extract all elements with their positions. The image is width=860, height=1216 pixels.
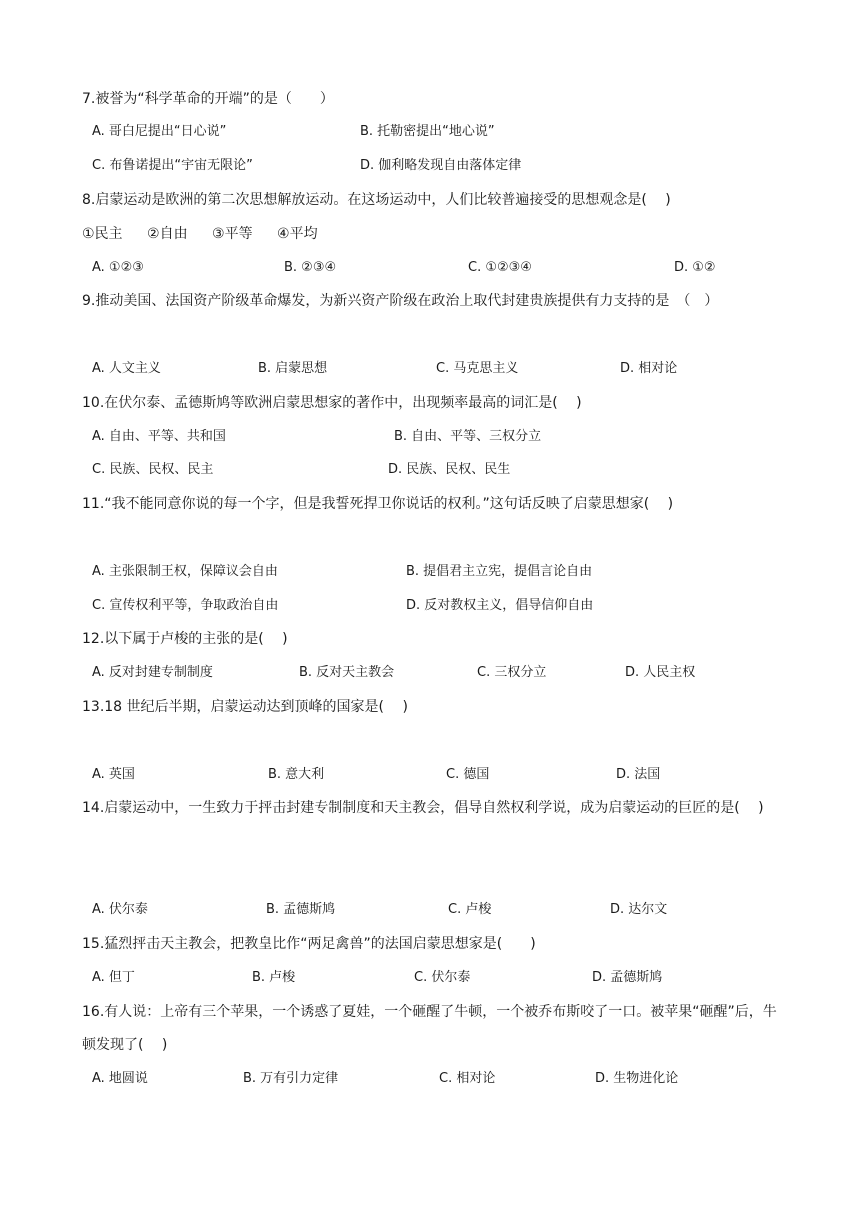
option-b[interactable]: B. 启蒙思想 (258, 361, 328, 376)
option-b[interactable]: B. ②③④ (284, 260, 337, 275)
option-d[interactable]: D. 生物进化论 (595, 1071, 679, 1086)
option-c[interactable]: C. 民族、民权、民主 (92, 462, 214, 477)
item-2: ②自由 (147, 226, 188, 242)
question-9-stem: 9.推动美国、法国资产阶级革命爆发，为新兴资产阶级在政治上取代封建贵族提供有力支持的是 （ ） (82, 293, 719, 309)
option-c[interactable]: C. 相对论 (439, 1071, 496, 1086)
question-11-stem: 11.“我不能同意你说的每一个字，但是我誓死捍卫你说话的权利。”这句话反映了启蒙思想家( ) (82, 496, 674, 512)
item-1: ①民主 (82, 226, 123, 242)
option-d[interactable]: D. 伽利略发现自由落体定律 (360, 158, 522, 173)
question-16-stem: 16.有人说：上帝有三个苹果，一个诱惑了夏娃，一个砸醒了牛顿，一个被乔布斯咬了一口。被苹果“砸醒”后，牛顿发现了( ) (82, 1004, 777, 1053)
question-8-stem: 8.启蒙运动是欧洲的第二次思想解放运动。在这场运动中，人们比较普遍接受的思想观念是( ) (82, 192, 671, 208)
item-3: ③平等 (212, 226, 253, 242)
option-c[interactable]: C. 伏尔泰 (414, 970, 471, 985)
option-c[interactable]: C. 布鲁诺提出“宇宙无限论” (92, 158, 253, 173)
option-a[interactable]: A. 伏尔泰 (92, 902, 148, 917)
question-11-options-row2 (0, 596, 860, 616)
option-c[interactable]: C. 卢梭 (448, 902, 492, 917)
question-10-stem: 10.在伏尔泰、孟德斯鸠等欧洲启蒙思想家的著作中，出现频率最高的词汇是( ) (82, 395, 582, 411)
question-16-options (0, 1069, 860, 1089)
option-b[interactable]: B. 提倡君主立宪，提倡言论自由 (406, 564, 593, 579)
option-b[interactable]: B. 托勒密提出“地心说” (360, 124, 495, 139)
option-c[interactable]: C. 马克思主义 (436, 361, 519, 376)
option-b[interactable]: B. 自由、平等、三权分立 (394, 429, 542, 444)
question-13-stem: 13.18 世纪后半期，启蒙运动达到顶峰的国家是( ) (82, 699, 408, 715)
option-c[interactable]: C. 三权分立 (477, 665, 547, 680)
option-a[interactable]: A. 哥白尼提出“日心说” (92, 124, 227, 139)
option-b[interactable]: B. 意大利 (268, 767, 325, 782)
option-b[interactable]: B. 卢梭 (252, 970, 296, 985)
question-14-stem: 14.启蒙运动中，一生致力于抨击封建专制制度和天主教会，倡导自然权利学说，成为启蒙运动的巨匠的是( ) (82, 800, 764, 816)
option-d[interactable]: D. 民族、民权、民生 (388, 462, 511, 477)
option-a[interactable]: A. 人文主义 (92, 361, 161, 376)
option-d[interactable]: D. 孟德斯鸠 (592, 970, 663, 985)
question-10-options (0, 427, 860, 447)
option-a[interactable]: A. 自由、平等、共和国 (92, 429, 226, 444)
question-14-options (0, 900, 860, 920)
option-b[interactable]: B. 万有引力定律 (243, 1071, 339, 1086)
option-a[interactable]: A. 英国 (92, 767, 135, 782)
question-10-options-row2 (0, 460, 860, 480)
option-d[interactable]: D. 法国 (616, 767, 661, 782)
option-c[interactable]: C. 德国 (446, 767, 490, 782)
option-c[interactable]: C. 宣传权利平等，争取政治自由 (92, 598, 279, 613)
question-12-options (0, 663, 860, 683)
question-7-options (0, 122, 860, 142)
question-11-options (0, 562, 860, 582)
option-a[interactable]: A. ①②③ (92, 260, 144, 275)
option-d[interactable]: D. 人民主权 (625, 665, 696, 680)
item-4: ④平均 (277, 226, 318, 242)
question-12-stem: 12.以下属于卢梭的主张的是( ) (82, 631, 288, 647)
question-15-stem: 15.猛烈抨击天主教会，把教皇比作“两足禽兽”的法国启蒙思想家是( ) (82, 936, 536, 952)
question-7-stem: 7.被誉为“科学革命的开端”的是（ ） (82, 91, 334, 107)
question-13-options (0, 765, 860, 785)
option-a[interactable]: A. 但丁 (92, 970, 135, 985)
option-c[interactable]: C. ①②③④ (468, 260, 532, 275)
option-b[interactable]: B. 孟德斯鸠 (266, 902, 336, 917)
question-8-options (0, 258, 860, 278)
question-8-items (82, 224, 338, 244)
option-d[interactable]: D. 相对论 (620, 361, 678, 376)
option-d[interactable]: D. 反对教权主义，倡导信仰自由 (406, 598, 594, 613)
question-9-options (0, 359, 860, 379)
question-7-options-row2 (0, 156, 860, 176)
option-a[interactable]: A. 反对封建专制制度 (92, 665, 213, 680)
option-a[interactable]: A. 地圆说 (92, 1071, 148, 1086)
option-d[interactable]: D. 达尔文 (610, 902, 668, 917)
option-d[interactable]: D. ①② (674, 260, 716, 275)
question-15-options (0, 968, 860, 988)
option-a[interactable]: A. 主张限制王权，保障议会自由 (92, 564, 278, 579)
option-b[interactable]: B. 反对天主教会 (299, 665, 395, 680)
